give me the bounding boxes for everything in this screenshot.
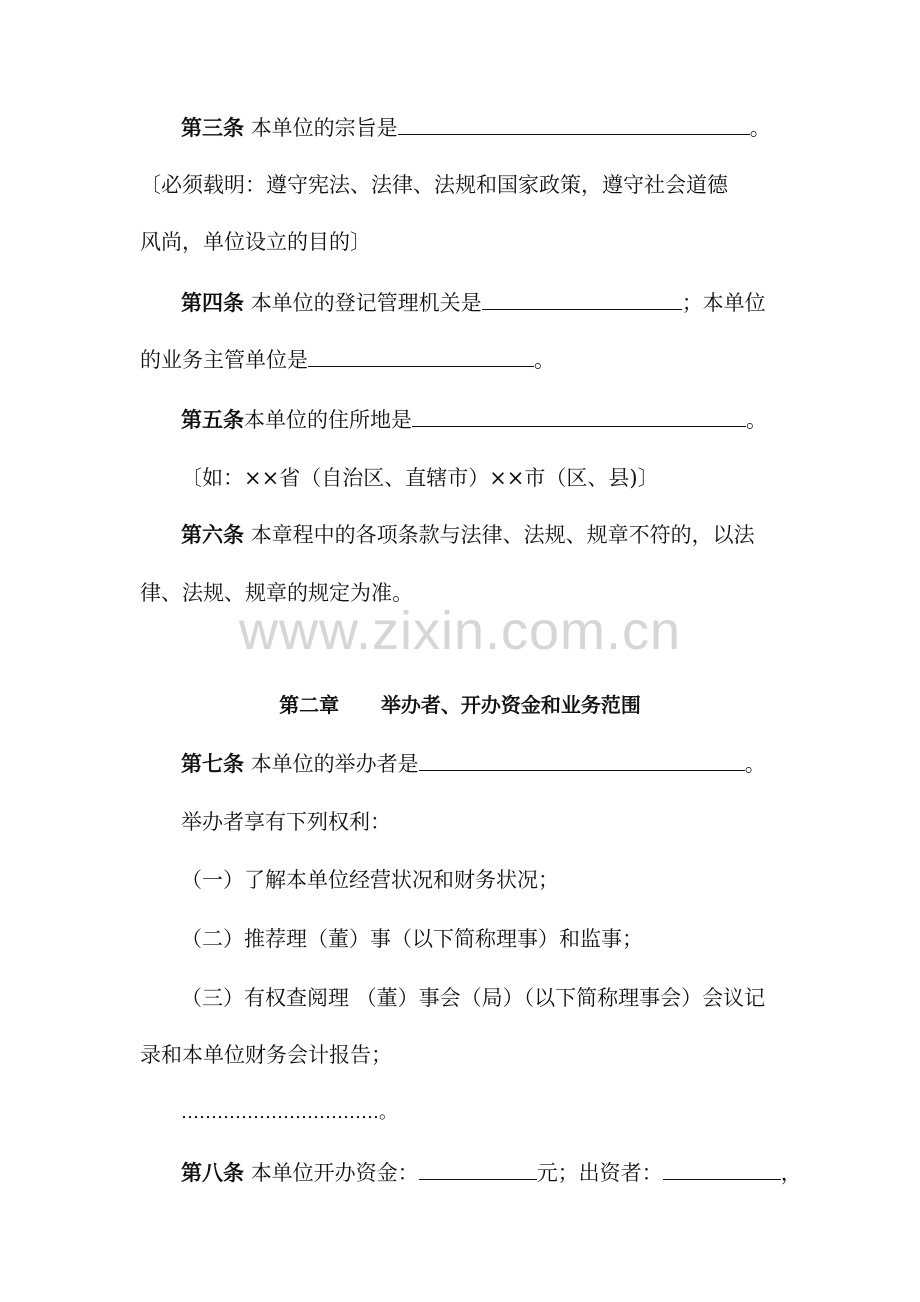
article-8-unit: 元；出资者： [536,1161,663,1185]
article-7-text: 本单位的举办者是 [250,752,419,776]
chapter-number: 第二章 [279,693,340,717]
article-3-note-line2: 风尚，单位设立的目的〕 [140,230,371,254]
capital-amount-blank[interactable] [419,1159,537,1180]
purpose-blank[interactable] [398,114,750,135]
founder-blank[interactable] [419,750,745,771]
article-7-end: 。 [744,752,766,776]
article-5 [181,406,767,433]
article-3-note-line1: 〔必须载明：遵守宪法、法律、法规和国家政策，遵守社会道德 [140,173,728,197]
supervisor-unit-blank[interactable] [308,346,534,367]
investor-blank[interactable] [663,1159,781,1180]
article-7 [181,750,766,777]
watermark: www.zixin.com.cn [238,601,682,661]
article-4-line2 [140,346,555,373]
article-3-label: 第三条 [181,116,244,140]
rights-item-3-line2: 录和本单位财务会计报告； [140,1043,392,1067]
ellipsis: ……………………………。 [181,1102,397,1123]
article-8-end: ， [780,1161,802,1185]
article-5-text: 本单位的住所地是 [244,408,412,432]
article-4-mid: ；本单位 [681,291,766,315]
article-5-end: 。 [746,408,767,432]
article-4-label: 第四条 [181,291,244,315]
article-6-line2: 律、法规、规章的规定为准。 [140,581,413,605]
article-4-text2: 的业务主管单位是 [140,348,308,372]
article-3-text: 本单位的宗旨是 [250,116,398,140]
article-6-line1: 本章程中的各项条款与法律、法规、规章不符的，以法 [250,523,755,547]
rights-item-3-line1: （三）有权查阅理 （董）事会（局）（以下简称理事会）会议记 [181,986,766,1010]
chapter-title: 举办者、开办资金和业务范围 [380,693,641,717]
article-3 [181,114,771,141]
article-8-text: 本单位开办资金： [250,1161,419,1185]
article-5-label: 第五条 [181,408,244,432]
article-4 [181,289,766,316]
address-blank[interactable] [412,406,746,427]
article-5-note: 〔如：××省（自治区、直辖市）××市（区、县)〕 [181,466,659,490]
article-7-label: 第七条 [181,752,244,776]
rights-item-1: （一）了解本单位经营状况和财务状况； [181,868,559,892]
rights-intro: 举办者享有下列权利： [181,810,391,834]
article-6 [181,522,755,548]
article-4-text1: 本单位的登记管理机关是 [250,291,482,315]
article-8 [181,1159,802,1186]
registration-authority-blank[interactable] [482,289,682,310]
article-4-end: 。 [534,348,555,372]
article-6-label: 第六条 [181,523,244,547]
article-3-end: 。 [749,116,771,140]
rights-item-2: （二）推荐理（董）事（以下简称理事）和监事； [181,927,643,951]
chapter-2-heading [0,692,920,718]
article-8-label: 第八条 [181,1161,244,1185]
